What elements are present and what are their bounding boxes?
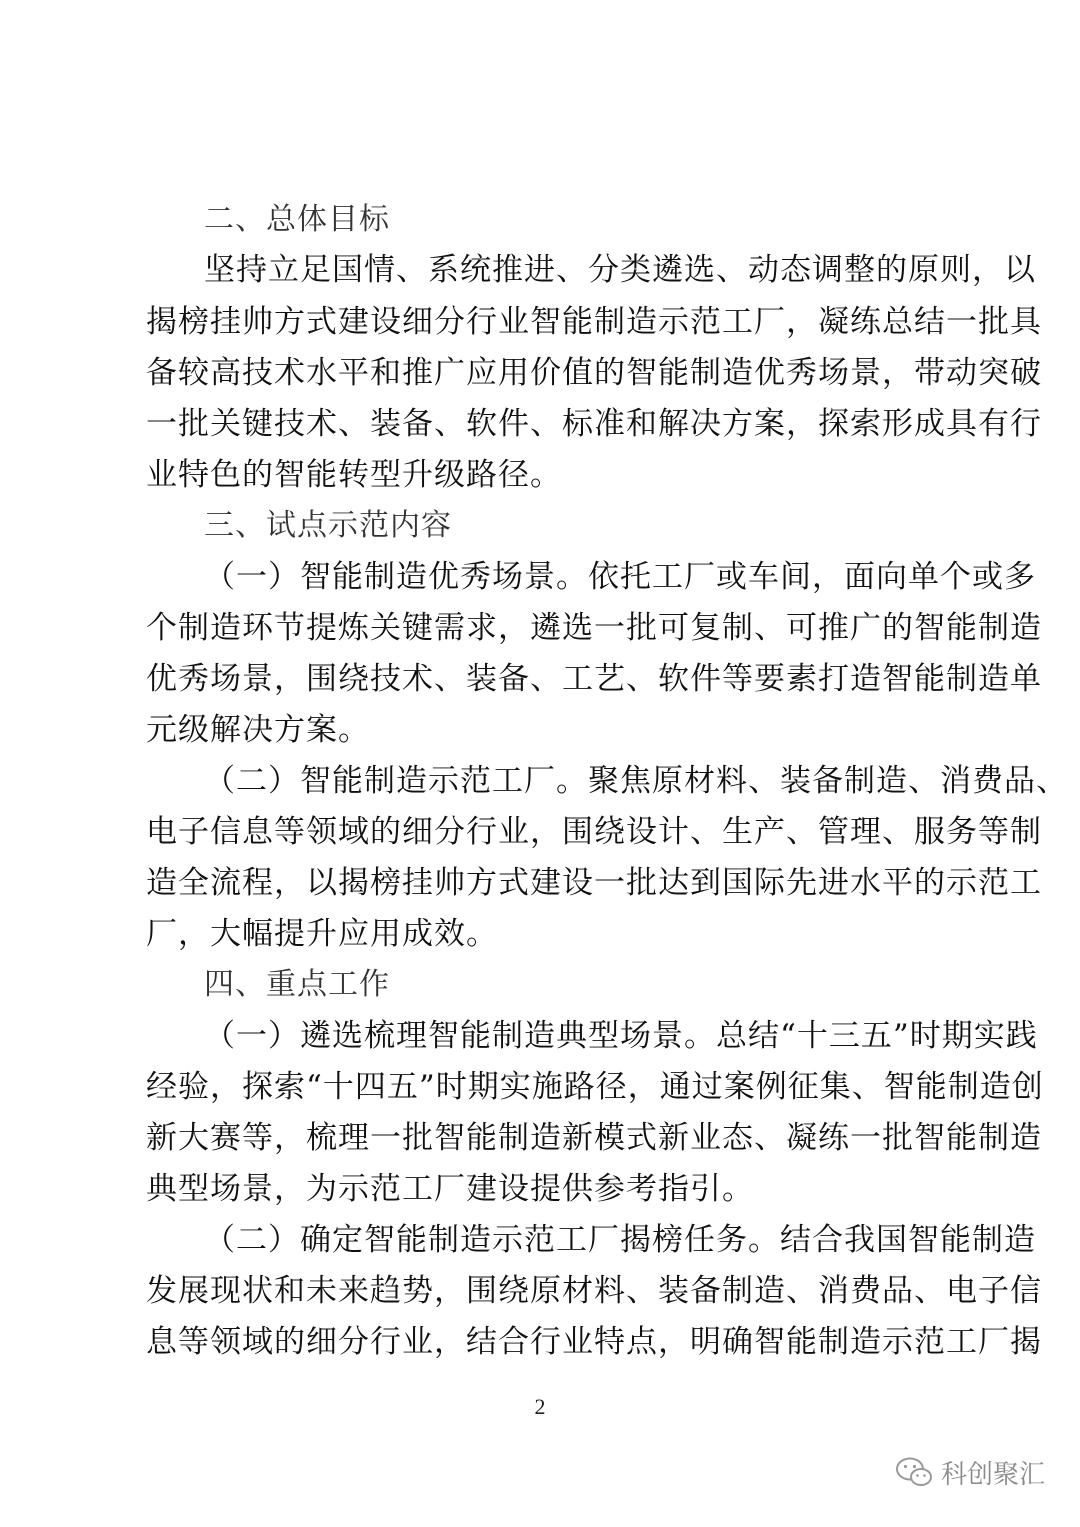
watermark-text: 科创聚汇 [941, 1459, 1046, 1490]
paragraph-line: （二）确定智能制造示范工厂揭榜任务。结合我国智能制造 [204, 1222, 1036, 1258]
paragraph-line: 经验，探索“十四五”时期实施路径，通过案例征集、智能制造创 [146, 1069, 1044, 1105]
paragraph-line: 揭榜挂帅方式建设细分行业智能制造示范工厂，凝练总结一批具 [146, 304, 1042, 340]
paragraph-line: （二）智能制造示范工厂。聚焦原材料、装备制造、消费品、 [204, 763, 1068, 799]
paragraph-line: 厂，大幅提升应用成效。 [146, 916, 498, 952]
paragraph-line: （一）智能制造优秀场景。依托工厂或车间，面向单个或多 [204, 559, 1036, 595]
paragraph-line: （一）遴选梳理智能制造典型场景。总结“十三五”时期实践 [204, 1018, 1038, 1054]
paragraph-line: 一批关键技术、装备、软件、标准和解决方案，探索形成具有行 [146, 406, 1042, 442]
page-number: 2 [534, 1394, 546, 1419]
paragraph-line: 备较高技术水平和推广应用价值的智能制造优秀场景，带动突破 [146, 355, 1042, 391]
paragraph-line: 息等领域的细分行业，结合行业特点，明确智能制造示范工厂揭 [146, 1324, 1042, 1360]
paragraph-line: 造全流程，以揭榜挂帅方式建设一批达到国际先进水平的示范工 [146, 865, 1042, 901]
paragraph-line: 坚持立足国情、系统推进、分类遴选、动态调整的原则，以 [204, 252, 1036, 288]
section-heading-key-work: 四、重点工作 [204, 967, 390, 1002]
paragraph-line: 电子信息等领域的细分行业，围绕设计、生产、管理、服务等制 [146, 814, 1042, 850]
paragraph-line: 新大赛等，梳理一批智能制造新模式新业态、凝练一批智能制造 [146, 1120, 1042, 1156]
watermark [895, 1452, 1045, 1492]
section-heading-pilot-content: 三、试点示范内容 [204, 508, 452, 543]
paragraph-line: 典型场景，为示范工厂建设提供参考指引。 [146, 1171, 754, 1207]
section-heading-overall-goals: 二、总体目标 [204, 202, 390, 237]
wechat-icon [895, 1456, 933, 1488]
paragraph-line: 业特色的智能转型升级路径。 [146, 457, 562, 493]
paragraph-line: 元级解决方案。 [146, 712, 370, 748]
paragraph-line: 个制造环节提炼关键需求，遴选一批可复制、可推广的智能制造 [146, 610, 1042, 646]
paragraph-line: 发展现状和未来趋势，围绕原材料、装备制造、消费品、电子信 [146, 1273, 1042, 1309]
paragraph-line: 优秀场景，围绕技术、装备、工艺、软件等要素打造智能制造单 [146, 661, 1042, 697]
